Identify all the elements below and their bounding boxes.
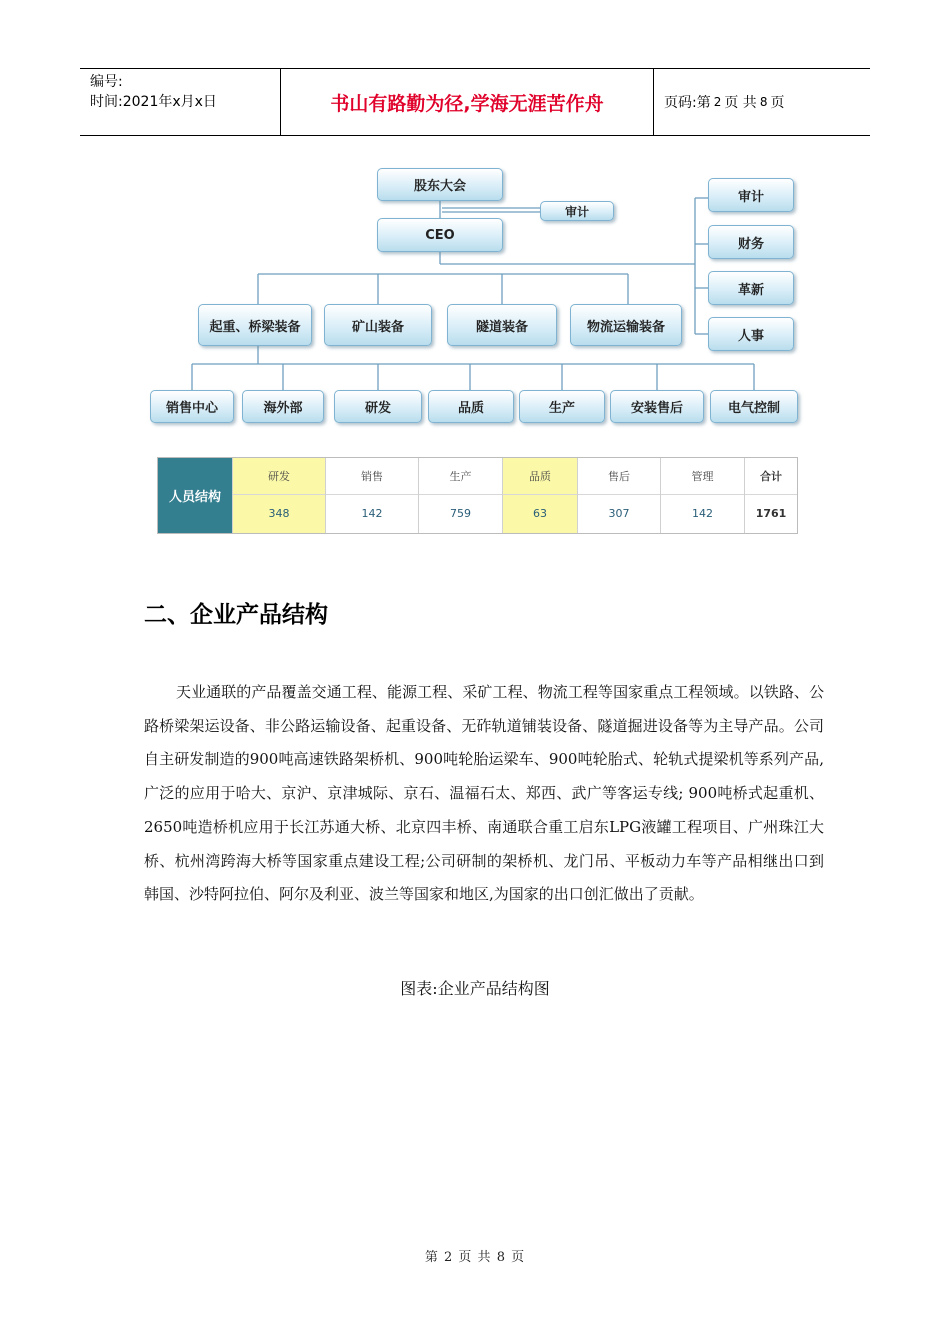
node-dept-production: 生产 <box>519 390 605 423</box>
staff-col-value: 1761 <box>755 507 787 520</box>
staff-col-value: 348 <box>268 507 290 520</box>
staff-col-value: 142 <box>692 507 713 520</box>
staff-col-header: 销售 <box>326 458 418 495</box>
page-mid: 页 共 <box>724 95 757 111</box>
node-shareholders: 股东大会 <box>377 168 503 201</box>
node-dept-after-sales: 安装售后 <box>610 390 704 423</box>
node-dept-rd: 研发 <box>334 390 422 423</box>
node-audit-small: 审计 <box>540 201 614 221</box>
node-dept-overseas: 海外部 <box>242 390 324 423</box>
page-header <box>80 68 870 136</box>
header-meta <box>80 69 281 135</box>
staff-col-value: 63 <box>533 507 547 520</box>
page-suffix: 页 <box>770 95 785 111</box>
header-motto: 书山有路勤为径,学海无涯苦作舟 <box>281 69 654 135</box>
node-division-tunnel: 隧道装备 <box>447 304 557 346</box>
staff-col-header: 品质 <box>503 458 577 495</box>
staff-col-value: 759 <box>450 507 471 520</box>
figure-caption: 图表:企业产品结构图 <box>400 979 550 998</box>
section-heading: 二、企业产品结构 <box>144 601 328 628</box>
staff-col-header: 研发 <box>233 458 325 495</box>
staff-col-management <box>660 458 744 533</box>
staff-col-header: 生产 <box>419 458 502 495</box>
staff-structure-table <box>157 457 798 534</box>
section-paragraph: 天业通联的产品覆盖交通工程、能源工程、采矿工程、物流工程等国家重点工程领域。以铁路、公路桥梁架运设备、非公路运输设备、起重设备、无砟轨道铺装设备、隧道掘进设备等为主导产品。公司自主研发制造的900吨高速铁路架桥机、900吨轮胎运梁车、900吨轮胎式、轮轨式提梁机等系列产品, 广泛的应用于哈大、京沪、京津城际、京石、温福石太、郑西、武广等客运专线; 900吨桥式起重机、2650吨造桥机应用于长江苏通大桥、北京四丰桥、南通联合重工启东LPG液罐工程项目、广州珠江大桥、杭州湾跨海大桥等国家重点建设工程;公司研制的架桥机、龙门吊、平板动力车等产品相继出口到韩国、沙特阿拉伯、阿尔及利亚、波兰等国家和地区,为国家的出口创汇做出了贡献。 <box>144 683 824 904</box>
node-division-lifting: 起重、桥梁装备 <box>198 304 312 346</box>
node-ceo: CEO <box>377 218 503 252</box>
page-total: 8 <box>759 95 768 109</box>
node-division-mining: 矿山装备 <box>324 304 432 346</box>
staff-col-total <box>744 458 797 533</box>
staff-col-header: 售后 <box>578 458 660 495</box>
staff-col-value: 142 <box>361 507 383 520</box>
staff-col-header: 管理 <box>661 458 744 495</box>
node-dept-electrical: 电气控制 <box>710 390 798 423</box>
staff-col-after-sales <box>577 458 660 533</box>
staff-col-quality <box>502 458 577 533</box>
page-footer: 第 2 页 共 8 页 <box>424 1250 526 1265</box>
node-right-audit: 审计 <box>708 178 794 212</box>
time-label: 时间:2021年x月x日 <box>90 94 217 110</box>
node-dept-quality: 品质 <box>428 390 514 423</box>
serial-label: 编号: <box>90 74 123 90</box>
staff-col-value: 307 <box>608 507 630 520</box>
node-dept-sales: 销售中心 <box>150 390 234 423</box>
org-chart <box>140 156 808 431</box>
node-division-logistics: 物流运输装备 <box>570 304 682 346</box>
node-innovation: 革新 <box>708 271 794 305</box>
page-prefix: 页码:第 <box>664 95 711 111</box>
staff-col-sales <box>325 458 418 533</box>
staff-table-label: 人员结构 <box>158 458 232 533</box>
header-page-info <box>654 69 870 135</box>
staff-col-production <box>418 458 502 533</box>
staff-col-rd <box>232 458 325 533</box>
page-number: 2 <box>713 95 722 109</box>
node-finance: 财务 <box>708 225 794 259</box>
node-hr: 人事 <box>708 317 794 351</box>
staff-col-header: 合计 <box>745 458 797 495</box>
